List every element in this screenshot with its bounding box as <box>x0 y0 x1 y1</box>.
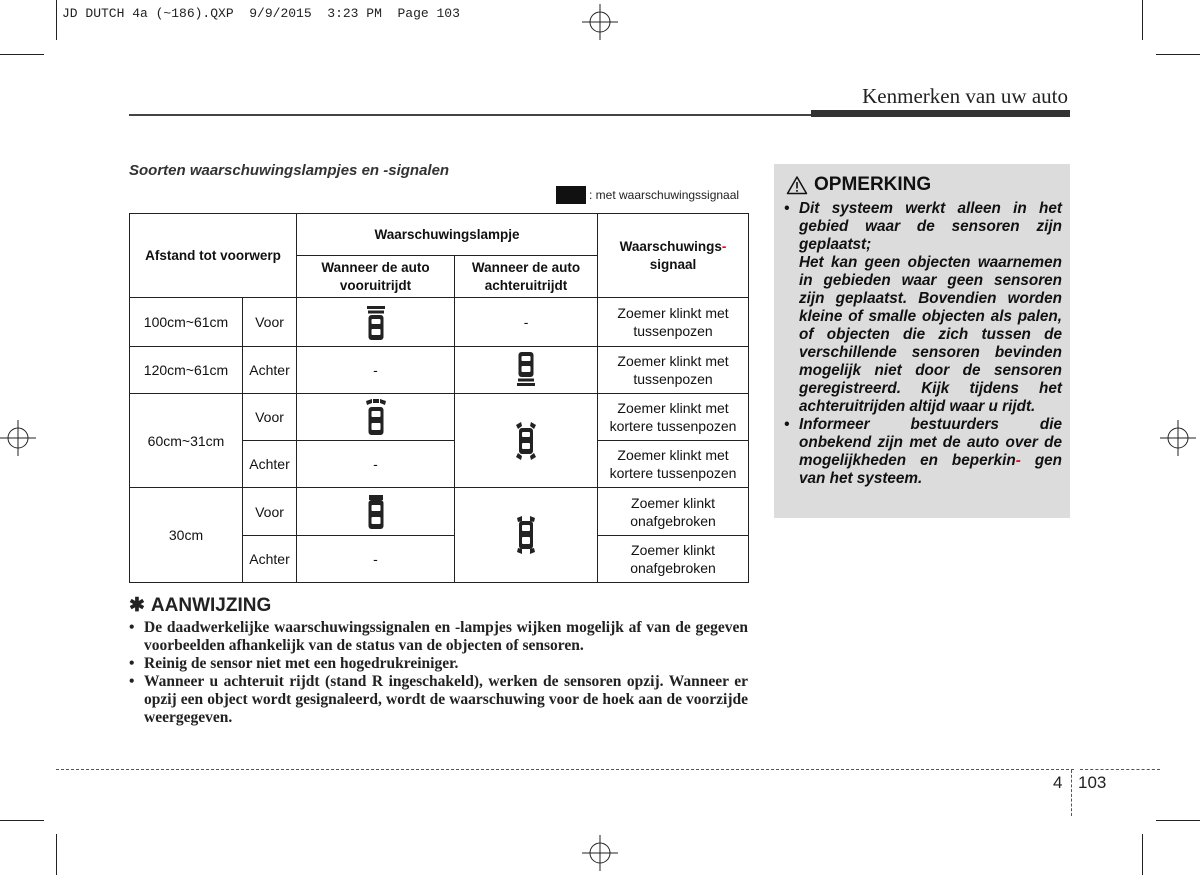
note-body <box>784 200 1062 488</box>
forward-cell <box>297 393 455 440</box>
registration-mark-icon <box>0 420 36 456</box>
signal-cell: Zoemer klinkt met kortere tussenpozen <box>598 441 749 488</box>
note-header <box>786 174 931 196</box>
hint-item-text: De daadwerkelijke waarschuwingssignalen en -lampjes wijken mogelijk af van de gegeven voorbeelden afhankelijk van de status van de objecten of sensoren. <box>144 619 748 654</box>
hint-header <box>129 594 748 617</box>
forward-cell <box>297 488 455 535</box>
crop-mark <box>0 54 44 55</box>
header-lamp: Waarschuwingslampje <box>297 214 598 256</box>
forward-cell: - <box>297 346 455 393</box>
footer-rule <box>56 769 1074 770</box>
note-item-text: Het kan geen objecten waarnemen in gebieden waar geen sensoren zijn geplaatst. Bovendien worden kleine of smalle objecten als palen, of objecten die zich tussen de verschillende sensoren bevinden mogelijk niet door de sensoren geregistreerd. Kijk tijdens het achteruitrijden altijd waar u rijdt. <box>799 254 1062 415</box>
car-rear-warning-icon <box>515 350 537 390</box>
header-signal-main: Waarschuwings <box>619 238 722 254</box>
signal-cell: Zoemer klinkt onafgebroken <box>598 488 749 535</box>
header-distance: Afstand tot voorwerp <box>130 214 297 298</box>
print-file: JD DUTCH 4a (~186).QXP <box>62 6 234 21</box>
crop-mark <box>1156 54 1200 55</box>
car-all-sensors-icon <box>513 420 539 462</box>
warning-table <box>129 213 749 583</box>
hint-item-text: Reinig de sensor niet met een hogedrukreiniger. <box>144 655 459 672</box>
forward-cell: - <box>297 535 455 582</box>
registration-mark-icon <box>582 835 618 871</box>
header-reverse: Wanneer de auto achteruitrijdt <box>455 256 598 298</box>
crop-mark <box>0 820 44 821</box>
side-cell: Achter <box>243 346 297 393</box>
note-title: OPMERKING <box>814 174 932 195</box>
print-date: 9/9/2015 <box>249 6 312 21</box>
distance-cell: 100cm~61cm <box>130 298 243 346</box>
forward-cell: - <box>297 441 455 488</box>
distance-cell: 60cm~31cm <box>130 393 243 488</box>
signal-cell: Zoemer klinkt met kortere tussenpozen <box>598 393 749 440</box>
note-item <box>784 200 1062 416</box>
car-front-corners-icon <box>364 397 388 437</box>
header-rule-thick <box>811 110 1070 117</box>
bullet-icon: • <box>784 200 790 217</box>
print-page-label: Page 103 <box>397 6 460 21</box>
signal-cell: Zoemer klinkt met tussenpozen <box>598 346 749 393</box>
table-row <box>130 393 749 440</box>
asterisk-icon: ✱ <box>129 595 145 616</box>
list-item <box>129 655 748 673</box>
note-item <box>784 416 1062 488</box>
registration-mark-icon <box>582 4 618 40</box>
header-signal-hyphen: - <box>721 238 727 254</box>
car-front-close-icon <box>365 493 387 531</box>
bullet-icon: • <box>129 655 135 672</box>
legend-swatch <box>556 186 586 204</box>
page-number: 103 <box>1078 773 1107 792</box>
side-cell: Achter <box>243 441 297 488</box>
header-rule <box>129 114 811 116</box>
note-item-text-main: Informeer bestuurders die onbekend zijn met de auto over de mogelijkheden en beperkin <box>799 416 1062 469</box>
distance-cell: 120cm~61cm <box>130 346 243 393</box>
car-front-warning-icon <box>365 302 387 342</box>
crop-mark <box>1156 820 1200 821</box>
registration-mark-icon <box>1160 420 1196 456</box>
legend-text: : met waarschuwingssignaal <box>589 188 740 202</box>
crop-mark <box>56 0 57 40</box>
list-item <box>129 619 748 655</box>
section-title: Kenmerken van uw auto <box>862 84 1068 108</box>
note-item-text: Dit systeem werkt alleen in het gebied waar de sensoren zijn geplaatst; <box>799 200 1062 253</box>
table-row <box>130 488 749 535</box>
crop-mark <box>56 834 57 875</box>
reverse-cell <box>455 393 598 488</box>
print-time: 3:23 PM <box>327 6 382 21</box>
distance-cell: 30cm <box>130 488 243 583</box>
chapter-number: 4 <box>1053 773 1063 792</box>
forward-cell <box>297 298 455 346</box>
table-row <box>130 346 749 393</box>
hint-title: AANWIJZING <box>150 594 272 616</box>
hint-section <box>129 594 748 727</box>
crop-mark <box>1142 834 1143 875</box>
side-cell: Voor <box>243 298 297 346</box>
signal-cell: Zoemer klinkt onafgebroken <box>598 535 749 582</box>
note-item-text <box>799 416 1062 488</box>
hint-list <box>129 619 748 727</box>
table-title: Soorten waarschuwingslampjes en -signalen <box>129 162 450 179</box>
bullet-icon: • <box>784 416 790 433</box>
bullet-icon: • <box>129 673 135 690</box>
note-item-text-rest: gen van het systeem. <box>799 452 1063 487</box>
side-cell: Voor <box>243 393 297 440</box>
side-cell: Achter <box>243 535 297 582</box>
car-all-close-icon <box>513 514 539 556</box>
reverse-cell <box>455 488 598 583</box>
list-item <box>129 673 748 727</box>
table-row <box>130 298 749 346</box>
reverse-cell <box>455 346 598 393</box>
page-separator <box>1071 770 1072 816</box>
print-header <box>62 6 460 21</box>
legend <box>556 186 739 204</box>
hint-item-text: Wanneer u achteruit rijdt (stand R ingeschakeld), werken de sensoren opzij. Wanneer er opzij een object wordt gesignaleerd, wordt de waarschuwing voor de hoek aan de voorzijde weergegeven. <box>144 673 748 726</box>
crop-mark <box>1142 0 1143 40</box>
header-signal-rest: signaal <box>649 256 697 272</box>
footer-rule <box>1080 769 1160 770</box>
side-cell: Voor <box>243 488 297 535</box>
header-signal <box>598 214 749 298</box>
note-box <box>774 164 1070 518</box>
header-forward: Wanneer de auto vooruitrijdt <box>297 256 455 298</box>
reverse-cell: - <box>455 298 598 346</box>
bullet-icon: • <box>129 619 135 636</box>
note-item-hyphen: - <box>1015 452 1021 469</box>
signal-cell: Zoemer klinkt met tussenpozen <box>598 298 749 346</box>
warning-triangle-icon <box>786 175 808 195</box>
